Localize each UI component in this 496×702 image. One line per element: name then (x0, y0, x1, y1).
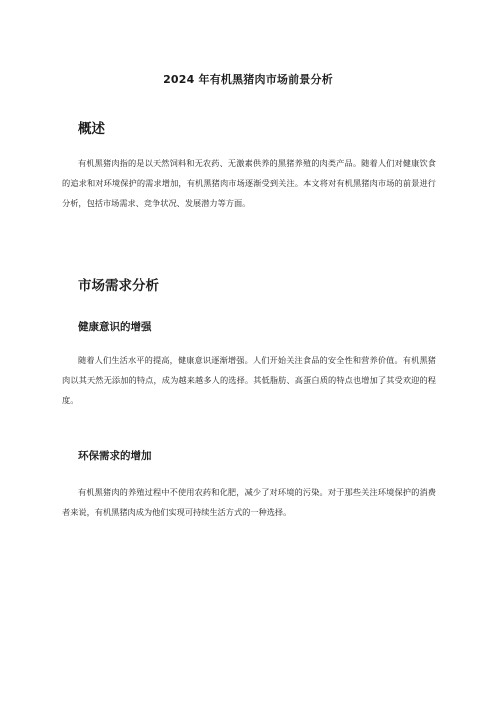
health-paragraph: 随着人们生活水平的提高，健康意识逐渐增强。人们开始关注食品的安全性和营养价值。有机黑猪肉以其天然无添加的特点，成为越来越多人的选择。其低脂肪、高蛋白质的特点也增加了其受欢迎的程度。 (62, 355, 436, 405)
subsection-heading-health: 健康意识的增强 (78, 321, 152, 333)
overview-paragraph: 有机黑猪肉指的是以天然饲料和无农药、无激素供养的黑猪养殖的肉类产品。随着人们对健康饮食的追求和对环境保护的需求增加，有机黑猪肉市场逐渐受到关注。本文将对有机黑猪肉市场的前景进行分析，包括市场需求、竞争状况、发展潜力等方面。 (62, 158, 436, 208)
section-heading-overview: 概述 (78, 121, 105, 137)
subsection-heading-environment: 环保需求的增加 (78, 450, 152, 462)
environment-paragraph: 有机黑猪肉的养殖过程中不使用农药和化肥，减少了对环境的污染。对于那些关注环境保护的消费者来说，有机黑猪肉成为他们实现可持续生活方式的一种选择。 (62, 487, 436, 517)
section-heading-market-demand: 市场需求分析 (78, 278, 159, 294)
document-title: 2024 年有机黑猪肉市场前景分析 (163, 73, 333, 86)
